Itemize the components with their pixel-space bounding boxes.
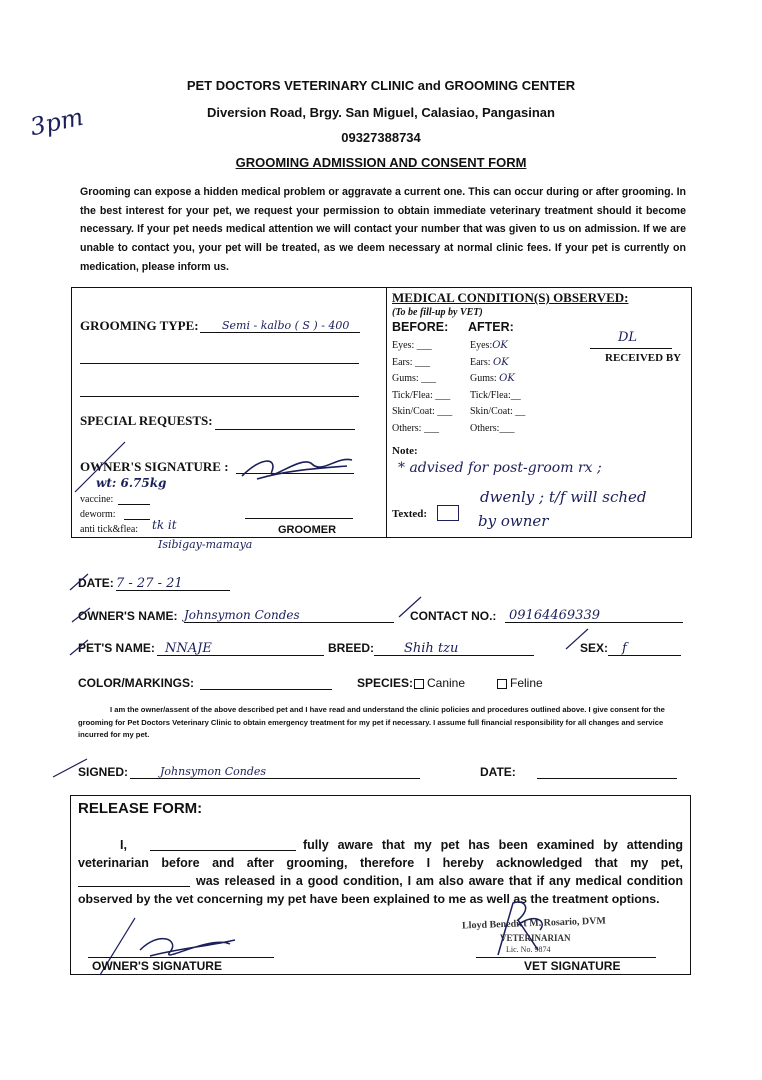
after-item[interactable]: Tick/Flea:__ xyxy=(470,389,521,401)
owner-signature-scribble xyxy=(232,446,362,486)
signed-field[interactable]: Johnsymon Condes xyxy=(130,762,420,779)
grooming-type-field[interactable] xyxy=(200,316,360,333)
vaccine-field[interactable] xyxy=(118,503,150,505)
clinic-phone: 09327388734 xyxy=(341,130,421,145)
special-requests-field[interactable] xyxy=(215,428,355,430)
before-item[interactable]: Skin/Coat: ___ xyxy=(392,406,453,417)
before-item[interactable]: Tick/Flea: ___ xyxy=(392,389,451,401)
date-label: DATE: xyxy=(78,576,114,590)
after-item[interactable]: Ears: OK xyxy=(470,356,509,368)
date-field[interactable]: 7 - 27 - 21 xyxy=(116,574,230,591)
release-i-label: I, xyxy=(120,838,127,852)
form-title: GROOMING ADMISSION AND CONSENT FORM xyxy=(235,155,527,170)
vet-sig-label: VET SIGNATURE xyxy=(524,959,621,973)
medical-title: MEDICAL CONDITION(S) OBSERVED: xyxy=(392,290,629,305)
owner-signature-label: OWNER'S SIGNATURE : xyxy=(80,459,229,474)
note-line-3: by owner xyxy=(478,512,549,530)
antitick-label: anti tick&flea: xyxy=(80,524,139,535)
after-label: AFTER: xyxy=(468,320,514,334)
post-groom-note: Isibigay-mamaya xyxy=(158,538,253,551)
clinic-name: PET DOCTORS VETERINARY CLINIC and GROOMING CENTER xyxy=(186,78,576,93)
margin-time-note: 3pm xyxy=(27,102,86,142)
grooming-line-3 xyxy=(80,395,359,397)
species-canine[interactable]: Canine xyxy=(414,676,465,690)
weight-note: wt: 6.75kg xyxy=(96,476,167,490)
grooming-type-label: GROOMING TYPE: xyxy=(80,318,199,333)
release-line-4: observed by the vet concerning my pet have been explained to me as well as the treatment options. xyxy=(78,892,660,906)
received-by-label: RECEIVED BY xyxy=(605,352,682,364)
date2-field[interactable] xyxy=(537,777,677,779)
groomer-signature-line xyxy=(245,517,353,519)
special-requests-label: SPECIAL REQUESTS: xyxy=(80,413,213,428)
intro-paragraph: Grooming can expose a hidden medical problem or aggravate a current one. This can occur during or after grooming. In the best interest for your pet, we request your permission to obtain immediate veterinary treatment should it become necessary. If your pet needs medical attention we will contact your number that was given to us on admission. If we are unable to contact you, your pet will be treated, as we deem necessary at normal clinic fees. If your pet is currently on medication, please inform us. xyxy=(80,186,686,273)
signed-label: SIGNED: xyxy=(78,765,129,779)
handwritten-ticks xyxy=(58,560,128,680)
vet-sig-line[interactable] xyxy=(476,956,656,958)
feline-checkbox[interactable] xyxy=(497,679,507,689)
owner-name-label: OWNER'S NAME: xyxy=(78,609,178,623)
before-item[interactable]: Ears: ___ xyxy=(392,356,431,368)
release-owner-sig-label: OWNER'S SIGNATURE xyxy=(92,959,222,973)
before-item[interactable]: Others: ___ xyxy=(392,422,439,434)
release-name-field[interactable] xyxy=(150,849,296,851)
after-item[interactable]: Eyes:OK xyxy=(470,340,508,351)
box-divider xyxy=(386,287,387,538)
species-feline[interactable]: Feline xyxy=(497,676,543,690)
before-list xyxy=(392,338,452,437)
species-label: SPECIES: xyxy=(357,676,414,690)
grooming-line-2 xyxy=(80,362,359,364)
sex-field[interactable]: f xyxy=(608,639,681,656)
vet-stamp-title: VETERINARIAN xyxy=(500,933,571,943)
canine-checkbox[interactable] xyxy=(414,679,424,689)
medical-subtitle: (To be fill-up by VET) xyxy=(392,307,483,318)
clinic-address: Diversion Road, Brgy. San Miguel, Calasiao, Pangasinan xyxy=(207,105,555,120)
release-line-2: veterinarian before and after grooming, therefore I hereby acknowledged that my pet, xyxy=(78,856,683,870)
before-label: BEFORE: xyxy=(392,320,449,334)
note-line-1: * advised for post-groom rx ; xyxy=(398,460,602,476)
received-initials: DL xyxy=(618,330,638,345)
pet-name-field[interactable]: NNAJE xyxy=(157,639,324,656)
sex-tick xyxy=(562,624,592,654)
note-line-2: dwenly ; t/f will sched xyxy=(480,488,647,506)
grooming-type-value: Semi - kalbo ( S ) - 400 xyxy=(222,319,350,332)
breed-field[interactable]: Shih tzu xyxy=(374,639,534,656)
texted-label: Texted: xyxy=(392,508,428,520)
contact-label: CONTACT NO.: xyxy=(410,609,497,623)
color-field[interactable] xyxy=(200,688,332,690)
release-owner-sig-line[interactable] xyxy=(88,956,274,958)
release-title: RELEASE FORM: xyxy=(78,800,203,817)
date2-label: DATE: xyxy=(480,765,516,779)
vet-stamp-name: Lloyd Benedict M. Rosario, DVM xyxy=(461,915,607,932)
vet-stamp-license: Lic. No. 9874 xyxy=(506,945,551,954)
after-item[interactable]: Skin/Coat: __ xyxy=(470,406,526,417)
sex-label: SEX: xyxy=(580,641,609,655)
release-line-3: was released in a good condition, I am also aware that if any medical condition xyxy=(196,874,683,888)
after-item[interactable]: Others:___ xyxy=(470,422,515,434)
before-item[interactable]: Gums: ___ xyxy=(392,373,437,384)
antitick-value: tk it xyxy=(152,518,177,532)
contact-field[interactable]: 09164469339 xyxy=(505,606,683,623)
release-line-1: fully aware that my pet has been examined by attending xyxy=(303,838,683,852)
color-label: COLOR/MARKINGS: xyxy=(78,676,194,690)
deworm-label: deworm: xyxy=(80,509,116,520)
texted-checkbox[interactable] xyxy=(437,505,459,521)
after-item[interactable]: Gums: OK xyxy=(470,373,515,384)
note-label: Note: xyxy=(392,445,418,457)
before-item[interactable]: Eyes: ___ xyxy=(392,340,432,351)
after-list xyxy=(470,338,525,437)
consent-paragraph: I am the owner/assent of the above described pet and I have read and understand the clinic policies and procedures outlined above. I give consent for the grooming for Pet Doctors Veterinary Clinic to obtain emergency treatment for my pet if necessary. I assume full financial responsibility for all changes and service incurred for my pet. xyxy=(78,705,665,739)
pet-name-label: PET'S NAME: xyxy=(78,641,155,655)
breed-label: BREED: xyxy=(328,641,375,655)
vet-signature-scribble xyxy=(478,895,558,960)
release-pet-field[interactable] xyxy=(78,885,190,887)
received-by-line[interactable] xyxy=(590,347,672,349)
contact-tick xyxy=(395,592,425,622)
groomer-label: GROOMER xyxy=(278,524,337,536)
vaccine-label: vaccine: xyxy=(80,494,114,505)
owner-name-field[interactable]: Johnsymon Condes xyxy=(184,606,394,623)
deworm-field[interactable] xyxy=(124,518,150,520)
